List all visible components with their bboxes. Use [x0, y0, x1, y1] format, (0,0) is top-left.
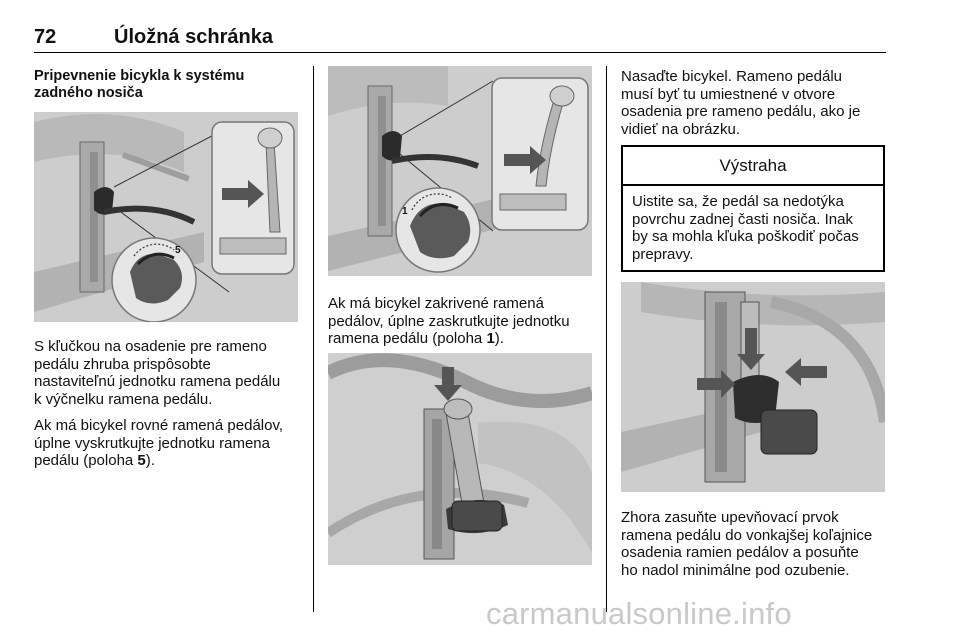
warning-title: Výstraha — [719, 156, 787, 175]
knob-position-label: 1 — [402, 206, 408, 217]
text-span: ). — [494, 330, 504, 347]
figure-curved-pedal-arms — [328, 66, 592, 276]
text-line: vidieť na obrázku. — [621, 120, 741, 138]
text-line — [328, 330, 598, 348]
figure-fastening-element — [621, 282, 885, 492]
figure-illustration — [328, 66, 592, 276]
position-number: 1 — [486, 330, 495, 347]
text-line: Ak má bicykel rovné ramená pedálov, — [34, 417, 284, 434]
position-number: 5 — [137, 452, 146, 469]
figure-illustration — [34, 112, 298, 322]
text-line: Nasaďte bicykel. Rameno pedálu — [621, 68, 843, 85]
paragraph-curved-arms — [328, 295, 598, 348]
text-line: pedálov, úplne zaskrutkujte jednotku — [328, 312, 570, 330]
page-header — [34, 26, 886, 54]
warning-divider — [623, 184, 883, 186]
warning-text — [632, 193, 882, 263]
section-heading-line: zadného nosiča — [34, 85, 143, 101]
page-number: 72 — [34, 26, 57, 48]
text-line: musí byť tu umiestnené v otvore — [621, 85, 836, 103]
figure-insert-pedal — [328, 353, 592, 565]
column-divider-2 — [606, 66, 607, 612]
text-line: ho nadol minimálne pod ozubenie. — [621, 561, 850, 579]
text-line: by sa mohla kľuka poškodiť počas — [632, 228, 859, 245]
text-line — [34, 452, 304, 470]
paragraph-adjust — [34, 338, 304, 408]
page-title: Úložná schránka — [114, 26, 273, 48]
figure-adjust-pedal-arm — [34, 112, 298, 322]
text-line: úplne vyskrutkujte jednotku ramena — [34, 434, 270, 452]
text-line: osadenia pre rameno pedálu, ako je — [621, 103, 861, 120]
text-span: ramena pedálu (poloha — [328, 330, 487, 347]
text-line: Ak má bicykel zakrivené ramená — [328, 295, 544, 312]
warning-box — [621, 145, 885, 272]
paragraph-straight-arms — [34, 417, 304, 470]
text-line: Uistite sa, že pedál sa nedotýka — [632, 193, 844, 210]
section-heading — [34, 68, 244, 102]
text-span: ). — [145, 452, 155, 469]
knob-position-label: 5 — [175, 245, 181, 256]
figure-illustration — [328, 353, 592, 565]
text-line: ramena pedálu do vonkajšej koľajnice — [621, 526, 873, 544]
text-span: pedálu (poloha — [34, 452, 138, 469]
text-line: pedálu zhruba prispôsobte — [34, 355, 211, 373]
text-line: nastaviteľnú jednotku ramena pedálu — [34, 373, 281, 390]
section-heading-line: Pripevnenie bicykla k systému — [34, 68, 245, 84]
text-line: S kľučkou na osadenie pre rameno — [34, 338, 267, 355]
text-line: prepravy. — [632, 245, 694, 263]
paragraph-mount-bicycle — [621, 68, 891, 138]
watermark: carmanualsonline.info — [486, 596, 792, 631]
header-rule — [34, 52, 886, 53]
text-line: osadenia ramien pedálov a posuňte — [621, 544, 859, 561]
text-line: Zhora zasuňte upevňovací prvok — [621, 509, 839, 526]
text-line: povrchu zadnej časti nosiča. Inak — [632, 210, 853, 228]
text-line: k výčnelku ramena pedálu. — [34, 390, 213, 408]
paragraph-insert-element — [621, 509, 891, 579]
figure-illustration — [621, 282, 885, 492]
column-divider-1 — [313, 66, 314, 612]
